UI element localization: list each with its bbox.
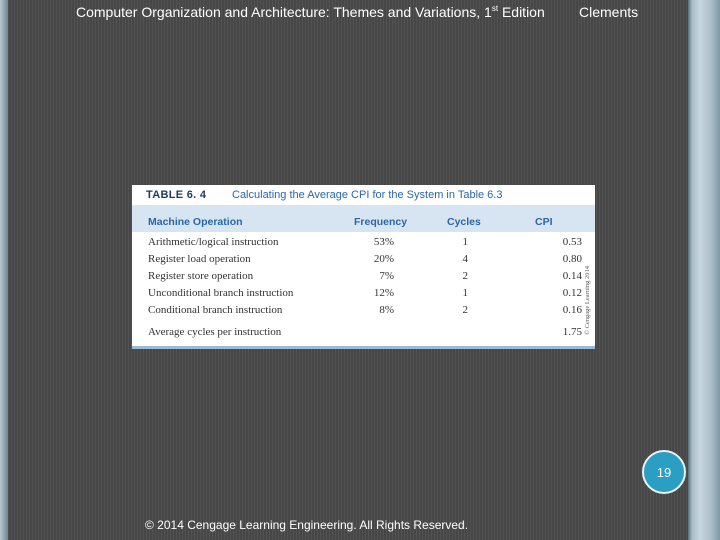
cell-cpi: 0.14: [562, 270, 582, 282]
cell-cycles: 1: [462, 287, 468, 299]
table-header-row: [132, 214, 595, 232]
cell-operation: Register store operation: [148, 270, 254, 282]
cell-cycles: 2: [462, 270, 468, 282]
cell-total-cpi: 1.75: [562, 326, 582, 338]
slide-left-edge: [0, 0, 8, 540]
cell-operation: Unconditional branch instruction: [148, 287, 294, 299]
column-header-cpi: CPI: [535, 216, 553, 228]
cell-operation: Register load operation: [148, 253, 251, 265]
table-caption: [132, 185, 595, 205]
caption-rule: [132, 205, 595, 214]
table-number: TABLE 6. 4: [132, 189, 226, 201]
slide-right-stripe: [688, 0, 720, 540]
slide-header-author: Clements: [579, 4, 639, 20]
table-caption-text: Calculating the Average CPI for the System in Table 6.3: [232, 189, 503, 201]
column-header-operation: Machine Operation: [148, 216, 243, 228]
table-row: [132, 286, 595, 303]
cell-cpi: 0.80: [562, 253, 582, 265]
table-side-credit: © Cengage Learning 2014: [584, 265, 591, 335]
cell-cpi: 0.53: [562, 236, 582, 248]
cell-cycles: 2: [462, 304, 468, 316]
page-number-badge: 19: [642, 450, 686, 494]
slide-header-title: Computer Organization and Architecture: Themes and Variations, 1st Edition: [76, 4, 545, 20]
cell-cycles: 4: [462, 253, 468, 265]
table-body: [132, 235, 595, 342]
table-row: [132, 303, 595, 320]
cell-frequency: 12%: [373, 287, 394, 299]
slide-footer: © 2014 Cengage Learning Engineering. All Rights Reserved.: [145, 518, 469, 532]
cell-cpi: 0.16: [562, 304, 582, 316]
column-header-frequency: Frequency: [354, 216, 408, 228]
cell-frequency: 7%: [379, 270, 394, 282]
cell-total-label: Average cycles per instruction: [148, 326, 282, 338]
column-header-cycles: Cycles: [447, 216, 481, 228]
table-total-row: [132, 325, 595, 342]
table-row: [132, 252, 595, 269]
table-row: [132, 235, 595, 252]
cell-cycles: 1: [462, 236, 468, 248]
cell-frequency: 8%: [379, 304, 394, 316]
cell-cpi: 0.12: [562, 287, 582, 299]
cell-frequency: 53%: [373, 236, 394, 248]
cpi-table: [132, 185, 595, 349]
cell-operation: Conditional branch instruction: [148, 304, 283, 316]
cell-frequency: 20%: [373, 253, 394, 265]
cell-operation: Arithmetic/logical instruction: [148, 236, 279, 248]
table-row: [132, 269, 595, 286]
